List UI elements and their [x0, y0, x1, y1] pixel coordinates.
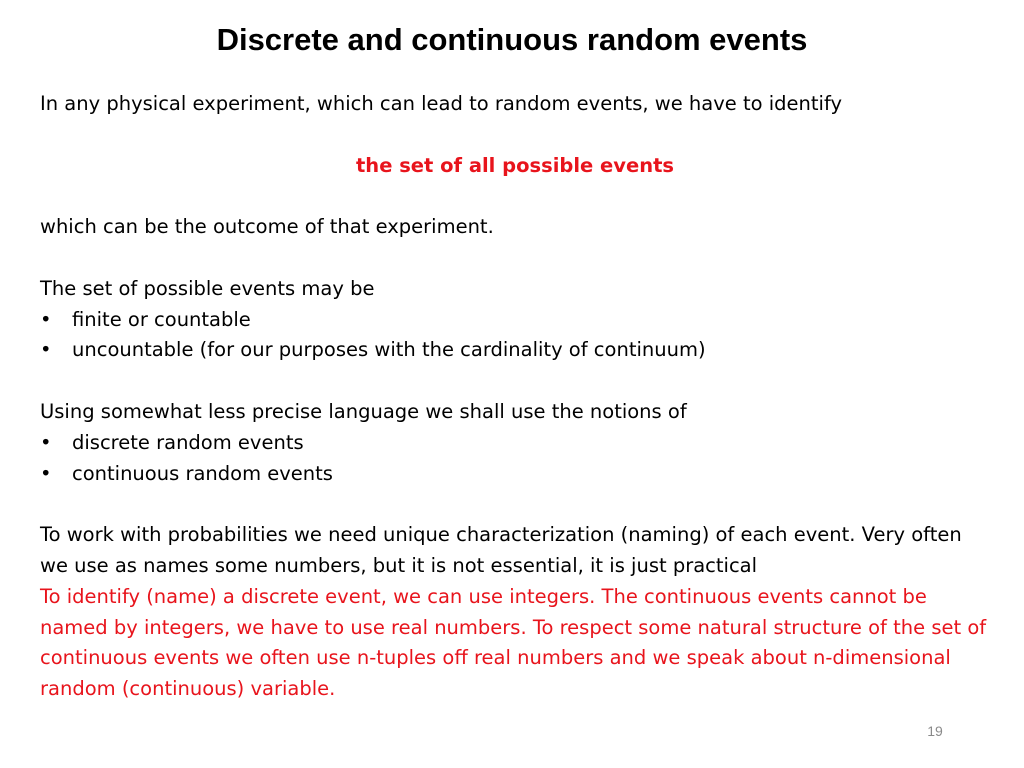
list-item-text: discrete random events: [72, 430, 304, 454]
highlight-text: the set of all possible events: [355, 153, 675, 177]
intro-text: In any physical experiment, which can lead to random events, we have to identify: [40, 92, 843, 115]
bullet-icon: •: [40, 461, 52, 485]
list-item: [40, 305, 990, 336]
set-list: [40, 305, 990, 367]
page-number: 19: [927, 723, 943, 739]
naming-paragraph: To work with probabilities we need unique characterization (naming) of each event. Very often we use as names some numbers, but it is not essential, it is just practical: [40, 523, 962, 577]
slide-body: [40, 89, 990, 705]
bullet-icon: •: [40, 338, 52, 362]
set-heading: The set of possible events may be: [40, 276, 375, 300]
spacer: [40, 120, 990, 151]
notions-heading: Using somewhat less precise language we shall use the notions of: [40, 399, 687, 423]
list-item: [40, 335, 990, 366]
notions-list: [40, 428, 990, 490]
outcome-text: which can be the outcome of that experiment.: [40, 215, 494, 239]
list-item-text: finite or countable: [72, 307, 251, 331]
list-item: [40, 459, 990, 490]
spacer: [40, 243, 990, 274]
slide-title: Discrete and continuous random events: [216, 22, 808, 57]
bullet-icon: •: [40, 307, 52, 331]
red-paragraph: To identify (name) a discrete event, we can use integers. The continuous events cannot be named by integers, we have to use real numbers. To respect some natural structure of the set of continuous events we often use n-tuples off real numbers and we speak about n-dimensional random (continuous) variable.: [40, 584, 987, 701]
spacer: [40, 181, 990, 212]
bullet-icon: •: [40, 430, 52, 454]
spacer: [40, 366, 990, 397]
list-item-text: uncountable (for our purposes with the cardinality of continuum): [72, 338, 706, 362]
list-item: [40, 428, 990, 459]
list-item-text: continuous random events: [72, 461, 333, 485]
spacer: [40, 489, 990, 520]
